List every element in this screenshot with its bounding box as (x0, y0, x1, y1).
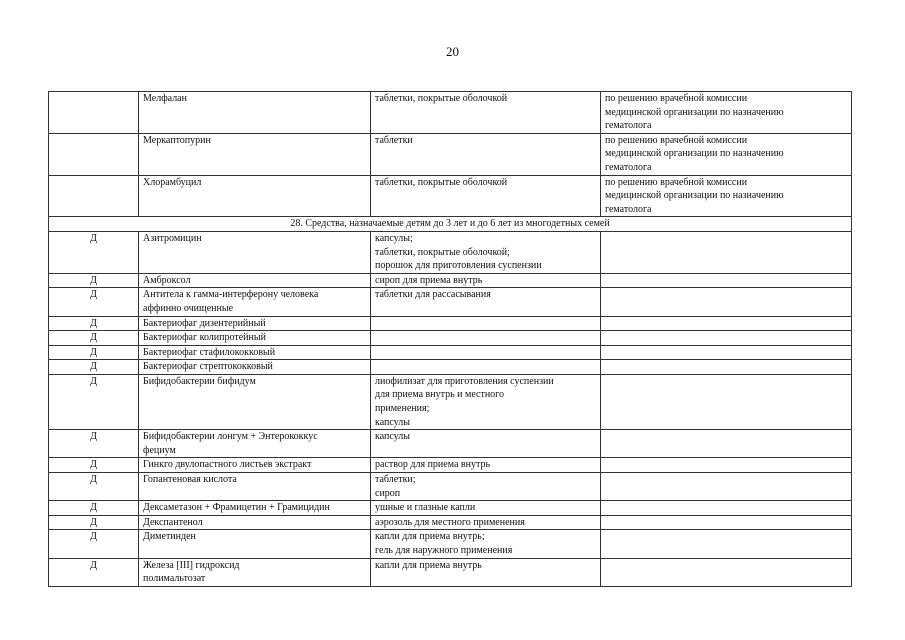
code-cell: Д (49, 458, 139, 473)
drug-name-cell-line: аффинно очищенные (143, 302, 234, 314)
drug-name-cell (139, 231, 371, 273)
dosage-form-cell-line: таблетки для рассасывания (375, 289, 491, 301)
section-header-row (49, 217, 852, 232)
dosage-form-cell (371, 133, 601, 175)
drug-name-cell (139, 530, 371, 558)
table-row (49, 288, 852, 316)
drug-name-cell (139, 288, 371, 316)
note-cell (601, 430, 852, 458)
dosage-form-cell (371, 430, 601, 458)
drug-name-cell-line: Диметинден (143, 531, 196, 543)
code-cell: Д (49, 331, 139, 346)
drug-name-cell-line: Гинкго двулопастного листьев экстракт (143, 459, 312, 471)
dosage-form-cell (371, 175, 601, 217)
note-cell-line: по решению врачебной комиссии (605, 176, 748, 188)
table-row (49, 374, 852, 429)
dosage-form-cell-line: сироп для приема внутрь (375, 274, 483, 286)
note-cell (601, 501, 852, 516)
drug-name-cell-line: Бактериофаг стрептококковый (143, 361, 273, 373)
drug-name-cell (139, 374, 371, 429)
note-cell-line: медицинской организации по назначению (605, 148, 784, 160)
dosage-form-cell (371, 331, 601, 346)
note-cell (601, 360, 852, 375)
dosage-form-cell (371, 374, 601, 429)
dosage-form-cell (371, 458, 601, 473)
code-cell: Д (49, 473, 139, 501)
table-row (49, 458, 852, 473)
code-cell (49, 175, 139, 217)
code-cell: Д (49, 273, 139, 288)
dosage-form-cell-line: лиофилизат для приготовления суспензии (375, 375, 554, 387)
note-cell (601, 345, 852, 360)
note-cell (601, 374, 852, 429)
dosage-form-cell-line: раствор для приема внутрь (375, 459, 491, 471)
dosage-form-cell-line: сироп (375, 487, 401, 499)
note-cell (601, 92, 852, 134)
drug-name-cell-line: Декспантенол (143, 516, 203, 528)
drug-name-cell (139, 92, 371, 134)
code-cell: Д (49, 360, 139, 375)
dosage-form-cell-line: применения; (375, 403, 430, 415)
note-cell-line: гематолога (605, 203, 652, 215)
code-cell: Д (49, 430, 139, 458)
dosage-form-cell-line: капсулы (375, 431, 410, 443)
note-cell (601, 273, 852, 288)
table-body (49, 92, 852, 587)
drug-name-cell-line: Гопантеновая кислота (143, 474, 237, 486)
table-row (49, 530, 852, 558)
drug-name-cell (139, 558, 371, 586)
drug-name-cell (139, 175, 371, 217)
table-row (49, 331, 852, 346)
dosage-form-cell (371, 231, 601, 273)
code-cell: Д (49, 288, 139, 316)
drug-name-cell-line: Бифидобактерии лонгум + Энтерококкус (143, 431, 318, 443)
code-cell: Д (49, 558, 139, 586)
dosage-form-cell (371, 501, 601, 516)
code-cell: Д (49, 231, 139, 273)
note-cell (601, 515, 852, 530)
table-row (49, 430, 852, 458)
code-cell: Д (49, 345, 139, 360)
table-row (49, 231, 852, 273)
dosage-form-cell-line: капсулы (375, 416, 410, 428)
drug-name-cell (139, 273, 371, 288)
dosage-form-cell-line: капли для приема внутрь (375, 559, 482, 571)
drug-name-cell-line: Амброксол (143, 274, 191, 286)
dosage-form-cell-line: ушные и глазные капли (375, 502, 476, 514)
table-row (49, 558, 852, 586)
dosage-form-cell-line: таблетки, покрытые оболочкой (375, 176, 508, 188)
drug-name-cell (139, 331, 371, 346)
dosage-form-cell-line: гель для наружного применения (375, 545, 513, 556)
code-cell: Д (49, 316, 139, 331)
drug-name-cell (139, 501, 371, 516)
dosage-form-cell (371, 345, 601, 360)
drug-name-cell (139, 515, 371, 530)
table-row (49, 316, 852, 331)
dosage-form-cell-line: капсулы; (375, 232, 413, 244)
note-cell-line: гематолога (605, 161, 652, 173)
drug-name-cell-line: Азитромицин (143, 232, 202, 244)
drug-name-cell-line: фециум (143, 444, 176, 456)
note-cell (601, 316, 852, 331)
drug-name-cell-line: полимальтозат (143, 573, 206, 585)
note-cell (601, 458, 852, 473)
drug-name-cell (139, 458, 371, 473)
dosage-form-cell (371, 316, 601, 331)
note-cell-line: медицинской организации по назначению (605, 106, 784, 118)
table-row (49, 345, 852, 360)
code-cell: Д (49, 374, 139, 429)
drug-name-cell-line: Бактериофаг дизентерийный (143, 317, 266, 329)
code-cell: Д (49, 501, 139, 516)
dosage-form-cell-line: для приема внутрь и местного (375, 389, 505, 401)
section-title: 28. Средства, назначаемые детям до 3 лет и до 6 лет из многодетных семей (49, 217, 852, 232)
drug-list-table (48, 91, 852, 587)
dosage-form-cell-line: капли для приема внутрь; (375, 531, 485, 543)
page-number: 20 (446, 44, 459, 59)
drug-name-cell-line: Бифидобактерии бифидум (143, 375, 256, 387)
dosage-form-cell (371, 515, 601, 530)
drug-name-cell-line: Мелфалан (143, 93, 187, 104)
note-cell-line: гематолога (605, 120, 652, 132)
note-cell (601, 175, 852, 217)
dosage-form-cell-line: таблетки (375, 134, 413, 146)
table-row (49, 515, 852, 530)
dosage-form-cell-line: аэрозоль для местного применения (375, 516, 525, 528)
drug-name-cell-line: Бактериофаг колипротейный (143, 332, 266, 344)
dosage-form-cell-line: таблетки, покрытые оболочкой; (375, 246, 510, 258)
dosage-form-cell (371, 530, 601, 558)
dosage-form-cell (371, 558, 601, 586)
table-row (49, 473, 852, 501)
table-row (49, 273, 852, 288)
code-cell (49, 133, 139, 175)
table-row (49, 360, 852, 375)
table-row (49, 501, 852, 516)
code-cell: Д (49, 515, 139, 530)
table-row (49, 175, 852, 217)
note-cell-line: по решению врачебной комиссии (605, 134, 748, 146)
dosage-form-cell-line: порошок для приготовления суспензии (375, 260, 542, 272)
note-cell (601, 133, 852, 175)
code-cell (49, 92, 139, 134)
drug-name-cell-line: Дексаметазон + Фрамицетин + Грамицидин (143, 502, 330, 514)
table-row (49, 133, 852, 175)
drug-name-cell (139, 360, 371, 375)
drug-name-cell (139, 133, 371, 175)
dosage-form-cell (371, 473, 601, 501)
note-cell (601, 530, 852, 558)
dosage-form-cell (371, 360, 601, 375)
drug-name-cell (139, 430, 371, 458)
dosage-form-cell-line: таблетки; (375, 474, 416, 486)
note-cell (601, 473, 852, 501)
dosage-form-cell (371, 273, 601, 288)
note-cell (601, 288, 852, 316)
drug-name-cell-line: Железа [III] гидроксид (143, 559, 240, 571)
note-cell (601, 231, 852, 273)
code-cell: Д (49, 530, 139, 558)
table-row (49, 92, 852, 134)
drug-name-cell-line: Антитела к гамма-интерферону человека (143, 289, 319, 301)
drug-name-cell-line: Бактериофаг стафилококковый (143, 346, 276, 358)
dosage-form-cell (371, 92, 601, 134)
note-cell-line: медицинской организации по назначению (605, 190, 784, 202)
dosage-form-cell-line: таблетки, покрытые оболочкой (375, 93, 508, 104)
dosage-form-cell (371, 288, 601, 316)
drug-name-cell (139, 345, 371, 360)
drug-name-cell (139, 473, 371, 501)
drug-name-cell (139, 316, 371, 331)
drug-name-cell-line: Меркаптопурин (143, 134, 211, 146)
note-cell-line: по решению врачебной комиссии (605, 93, 748, 104)
note-cell (601, 331, 852, 346)
note-cell (601, 558, 852, 586)
drug-name-cell-line: Хлорамбуцил (143, 176, 202, 188)
